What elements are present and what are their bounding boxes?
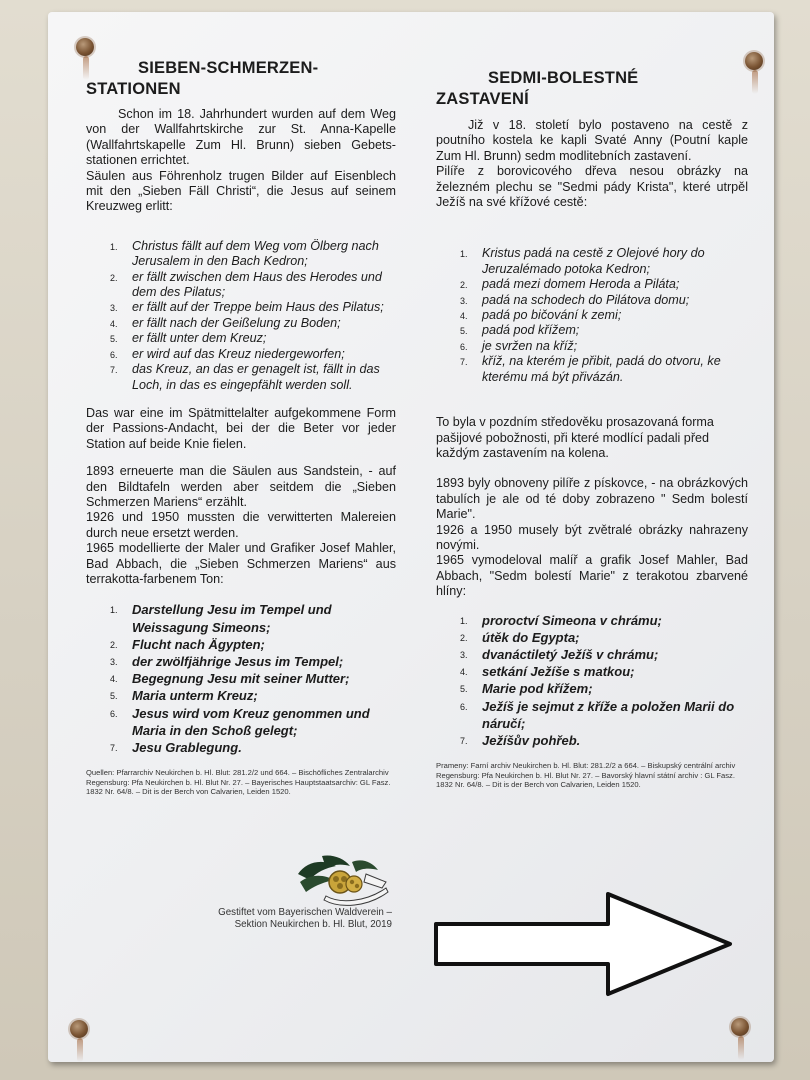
german-title	[86, 58, 396, 100]
german-intro: Schon im 18. Jahrhundert wurden auf dem Weg von der Wallfahrtskirche zur St. Anna-Kapelle (Wallfahrtskapelle Zum Hl. Brunn) sieben Gebets-stationen errichtet.	[86, 107, 396, 168]
list-item: 3. er fällt auf der Treppe beim Haus des Pilatus;	[110, 300, 384, 315]
list-item: 6. je svržen na kříž;	[460, 338, 578, 353]
list-item: 2. padá mezi domem Heroda a Piláta;	[460, 277, 680, 292]
czech-paragraph-4a: 1893 byly obnoveny pilíře z pískovce, - na obrázkových tabulích je ale od té doby zobrazeno " Sedm bolestí Marie".	[436, 476, 748, 522]
czech-paragraph-4c: 1965 vymodeloval malíř a grafik Josef Mahler, Bad Abbach, "Sedm bolestí Marie" z terakotou zbarvené hlíny:	[436, 553, 748, 599]
german-title-line-1: SIEBEN-SCHMERZEN-	[138, 59, 319, 77]
list-item: 1. Darstellung Jesu im Tempel und Weissagung Simeons;	[110, 602, 332, 635]
list-item: 2. er fällt zwischen dem Haus des Herodes und dem des Pilatus;	[110, 269, 382, 300]
waldverein-emblem-icon	[296, 852, 392, 908]
list-item: 3. dvanáctiletý Ježíš v chrámu;	[460, 646, 659, 662]
credit-line-1: Gestiftet vom Bayerischen Waldverein –	[218, 907, 392, 918]
rust-stain	[752, 70, 758, 94]
list-item: 7. Jesu Grablegung.	[110, 740, 242, 755]
german-sorrows-list	[86, 601, 396, 756]
czech-sorrows-list	[436, 612, 748, 750]
list-item: 4. er fällt nach der Geißelung zu Boden;	[110, 315, 341, 330]
list-item: 5. er fällt unter dem Kreuz;	[110, 331, 267, 346]
czech-paragraph-4b: 1926 a 1950 musely být zvětralé obrázky nahrazeny novými.	[436, 522, 748, 552]
german-column	[86, 58, 396, 797]
czech-title-line-2: ZASTAVENÍ	[436, 90, 529, 108]
czech-intro-2: Pilíře z borovicového dřeva nesou obrázky na železném plechu se "Sedmi pády Krista", které utrpěl Ježíš na své křížové cestě:	[436, 164, 748, 210]
list-item: 3. padá na schodech do Pilátova domu;	[460, 292, 690, 307]
screw-bottom-left	[70, 1020, 88, 1038]
list-item: 2. útěk do Egypta;	[460, 629, 580, 645]
list-item: 1. Christus fällt auf dem Weg vom Ölberg nach Jerusalem in den Bach Kedron;	[110, 238, 379, 269]
list-item: 7. Ježíšův pohřeb.	[460, 732, 581, 748]
list-item: 5. Marie pod křížem;	[460, 681, 593, 697]
german-paragraph-3: Das war eine im Spätmittelalter aufgekommene Form der Passions-Andacht, bei der die Beter vor jeder Station auf beide Knie fielen.	[86, 405, 396, 451]
list-item: 6. Ježíš je sejmut z kříže a položen Marii do náručí;	[460, 698, 735, 731]
czech-title-line-1: SEDMI-BOLESTNÉ	[488, 69, 639, 87]
sponsor-credit	[188, 907, 392, 932]
german-paragraph-4b: 1926 und 1950 mussten die verwitterten Malereien durch neue ersetzt werden.	[86, 510, 396, 540]
list-item: 2. Flucht nach Ägypten;	[110, 636, 265, 652]
czech-falls-list	[436, 246, 748, 385]
right-arrow-icon	[432, 890, 736, 998]
screw-top-left	[76, 38, 94, 56]
rust-stain	[738, 1036, 744, 1060]
czech-intro: Již v 18. století bylo postaveno na cestě z poutního kostela ke kapli Svaté Anny (Poutní kaple Zum Hl. Brunn) sedm modlitebních zastavení.	[436, 118, 748, 163]
list-item: 4. setkání Ježíše s matkou;	[460, 664, 635, 680]
list-item: 6. er wird auf das Kreuz niedergeworfen;	[110, 346, 345, 361]
czech-paragraph-3: To byla v pozdním středověku prosazovaná forma pašijové pobožnosti, při které modlící padali před každým zastavením na kolena.	[436, 415, 714, 460]
list-item: 1. Kristus padá na cestě z Olejové hory do Jeruzalémado potoka Kedron;	[460, 246, 705, 276]
german-paragraph-4c: 1965 modellierte der Maler und Grafiker Josef Mahler, Bad Abbach, die „Sieben Schmerzen Mariens“ aus terrakotta-farbenem Ton:	[86, 541, 396, 586]
list-item: 4. padá po bičování k zemi;	[460, 308, 622, 323]
list-item: 5. padá pod křížem;	[460, 323, 580, 338]
list-item: 7. kříž, na kterém je přibit, padá do otvoru, ke kterému má být přivázán.	[460, 354, 721, 384]
german-sources: Quellen: Pfarrarchiv Neukirchen b. Hl. Blut: 281.2/2 und 664. – Bischöfliches Zentralarchiv Regensburg: Pfa Neukirchen b. Hl. Blut Nr. 27. – Bayerisches Hauptstaatsarchiv: GL Fasz. 1832 Nr. 64/8. – Dit is der Berch von Calvarien, Leiden 1520.	[86, 768, 391, 797]
german-intro-2: Säulen aus Föhrenholz trugen Bilder auf Eisenblech mit den „Sieben Fäll Christi“, die Jesus auf seinem Kreuzweg erlitt:	[86, 168, 396, 214]
list-item: 5. Maria unterm Kreuz;	[110, 688, 258, 704]
german-paragraph-4a: 1893 erneuerte man die Säulen aus Sandstein, - auf den Bildtafeln werden aber seitdem die „Sieben Schmerzen Mariens“ erzählt.	[86, 464, 396, 509]
rust-stain	[77, 1038, 83, 1062]
czech-title	[436, 68, 748, 110]
credit-line-2: Sektion Neukirchen b. Hl. Blut, 2019	[234, 919, 392, 931]
screw-bottom-right	[731, 1018, 749, 1036]
german-falls-list	[86, 239, 396, 393]
list-item: 3. der zwölfjährige Jesus im Tempel;	[110, 653, 344, 669]
german-title-line-2: STATIONEN	[86, 80, 181, 98]
list-item: 6. Jesus wird vom Kreuz genommen und Maria in den Schoß gelegt;	[110, 705, 370, 738]
list-item: 4. Begegnung Jesu mit seiner Mutter;	[110, 671, 350, 687]
list-item: 7. das Kreuz, an das er genagelt ist, fällt in das Loch, in das es eingepfählt werden soll.	[110, 362, 380, 392]
list-item: 1. proroctví Simeona v chrámu;	[460, 612, 662, 628]
czech-column	[436, 68, 748, 790]
czech-sources: Prameny: Farní archiv Neukirchen b. Hl. Blut: 281.2/2 a 664. – Biskupský centrální archiv Regensburg: Pfa Neukirchen b. Hl. Blut Nr. 27. – Bavorský hlavní státní archiv : GL Fasz. 1832 Nr. 64/8. – Dit is der Berch von Calvarien, Leiden 1520.	[436, 761, 736, 790]
